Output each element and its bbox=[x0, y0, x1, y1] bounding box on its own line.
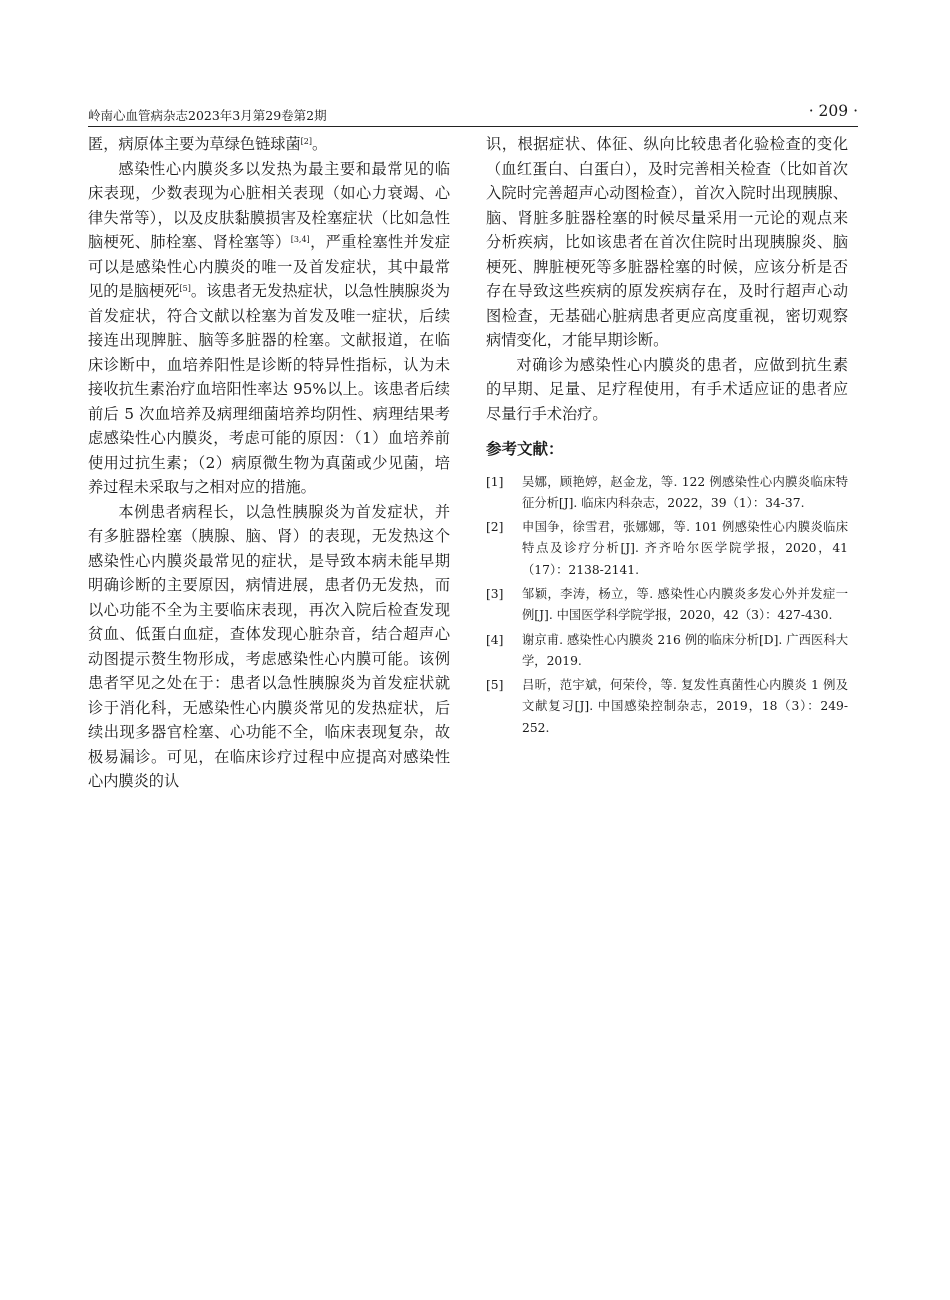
paragraph-text: 。 bbox=[311, 135, 328, 153]
paragraph-text: ，严重栓塞性并发症可以是感染性心内膜炎的唯一及首发症状，其中最常见的是脑梗死 bbox=[88, 233, 451, 300]
running-header bbox=[88, 104, 858, 127]
paragraph-clinical-manifestations bbox=[88, 157, 450, 500]
reference-list bbox=[486, 472, 848, 740]
paragraph-text: 感染性心内膜炎多以发热为最主要和最常见的临床表现，少数表现为心脏相关表现（如心力衰竭、心律失常等），以及皮肤黏膜损害及栓塞症状（比如急性脑梗死、肺栓塞、肾栓塞等） bbox=[88, 159, 450, 251]
paragraph-text: 。该患者无发热症状，以急性胰腺炎为首发症状，符合文献以栓塞为首发及唯一症状，后续接连出现脾脏、脑等多脏器的栓塞。文献报道，在临床诊断中，血培养阳性是诊断的特异性指标，认为未接收抗生素治疗血培阳性率达 95%以上。该患者后续前后 5 次血培养及病理细菌培养均阴性、病理结果考虑感染性心内膜炎，考虑可能的原因：（1）血培养前使用过抗生素；（2）病原微生物为真菌或少见菌，培养过程未采取与之相对应的措施。 bbox=[88, 282, 451, 496]
right-column bbox=[486, 132, 848, 742]
paragraph-continued: 识，根据症状、体征、纵向比较患者化验检查的变化（血红蛋白、白蛋白），及时完善相关检查（比如首次入院时完善超声心动图检查），首次入院时出现胰腺、脑、肾脏多脏器栓塞的时候尽量采用一元论的观点来分析疾病，比如该患者在首次住院时出现胰腺炎、脑梗死、脾脏梗死等多脏器栓塞的时候，应该分析是否存在导致这些疾病的原发疾病存在，及时行超声心动图检查，无基础心脏病患者更应高度重视，密切观察病情变化，才能早期诊断。 bbox=[486, 135, 848, 349]
citation-marker: [5] bbox=[179, 284, 191, 293]
paragraph-treatment: 对确诊为感染性心内膜炎的患者，应做到抗生素的早期、足量、足疗程使用，有手术适应证的患者应尽量行手术治疗。 bbox=[486, 355, 848, 423]
reference-text: 邹颖，李涛，杨立，等. 感染性心内膜炎多发心外并发症一例[J]. 中国医学科学院学报，2020，42（3）：427-430. bbox=[522, 586, 848, 623]
reference-number: [5] bbox=[486, 678, 504, 693]
journal-title: 岭南心血管病杂志2023年3月第29卷第2期 bbox=[88, 108, 327, 123]
reference-text: 吕昕，范宇斌，何荣伶，等. 复发性真菌性心内膜炎 1 例及文献复习[J]. 中国感染控制杂志，2019，18（3）：249-252. bbox=[522, 678, 848, 735]
reference-text: 吴娜，顾艳婷，赵金龙，等. 122 例感染性心内膜炎临床特征分析[J]. 临床内科杂志，2022，39（1）：34-37. bbox=[522, 474, 848, 510]
reference-text: 申国争，徐雪君，张娜娜，等. 101 例感染性心内膜炎临床特点及诊疗分析[J]. 齐齐哈尔医学院学报，2020，41（17）：2138-2141. bbox=[522, 520, 848, 577]
page-number: · 209 · bbox=[808, 102, 858, 120]
reference-number: [3] bbox=[486, 586, 504, 601]
reference-item bbox=[486, 517, 848, 581]
left-column bbox=[88, 132, 450, 794]
reference-number: [2] bbox=[486, 520, 504, 535]
reference-item bbox=[486, 584, 848, 627]
reference-item bbox=[486, 472, 848, 515]
paragraph-text: 匿，病原体主要为草绿色链球菌 bbox=[88, 135, 301, 153]
reference-number: [1] bbox=[486, 474, 504, 489]
references-heading: 参考文献： bbox=[486, 440, 564, 458]
reference-item bbox=[486, 675, 848, 739]
paragraph-case-discussion: 本例患者病程长，以急性胰腺炎为首发症状，并有多脏器栓塞（胰腺、脑、肾）的表现，无发热这个感染性心内膜炎最常见的症状，是导致本病未能早期明确诊断的主要原因，病情进展，患者仍无发热，而以心功能不全为主要临床表现，再次入院后检查发现贫血、低蛋白血症，查体发现心脏杂音，结合超声心动图提示赘生物形成，考虑感染性心内膜可能。该例患者罕见之处在于：患者以急性胰腺炎为首发症状就诊于消化科，无感染性心内膜炎常见的发热症状，后续出现多器官栓塞、心功能不全，临床表现复杂，故极易漏诊。可见，在临床诊疗过程中应提高对感染性心内膜炎的认 bbox=[88, 502, 450, 790]
reference-item bbox=[486, 630, 848, 673]
paragraph-continued bbox=[88, 132, 450, 157]
reference-number: [4] bbox=[486, 632, 504, 647]
citation-marker: [2] bbox=[300, 137, 312, 146]
citation-marker: [3,4] bbox=[290, 235, 310, 244]
reference-text: 谢京甫. 感染性心内膜炎 216 例的临床分析[D]. 广西医科大学，2019. bbox=[522, 632, 848, 668]
